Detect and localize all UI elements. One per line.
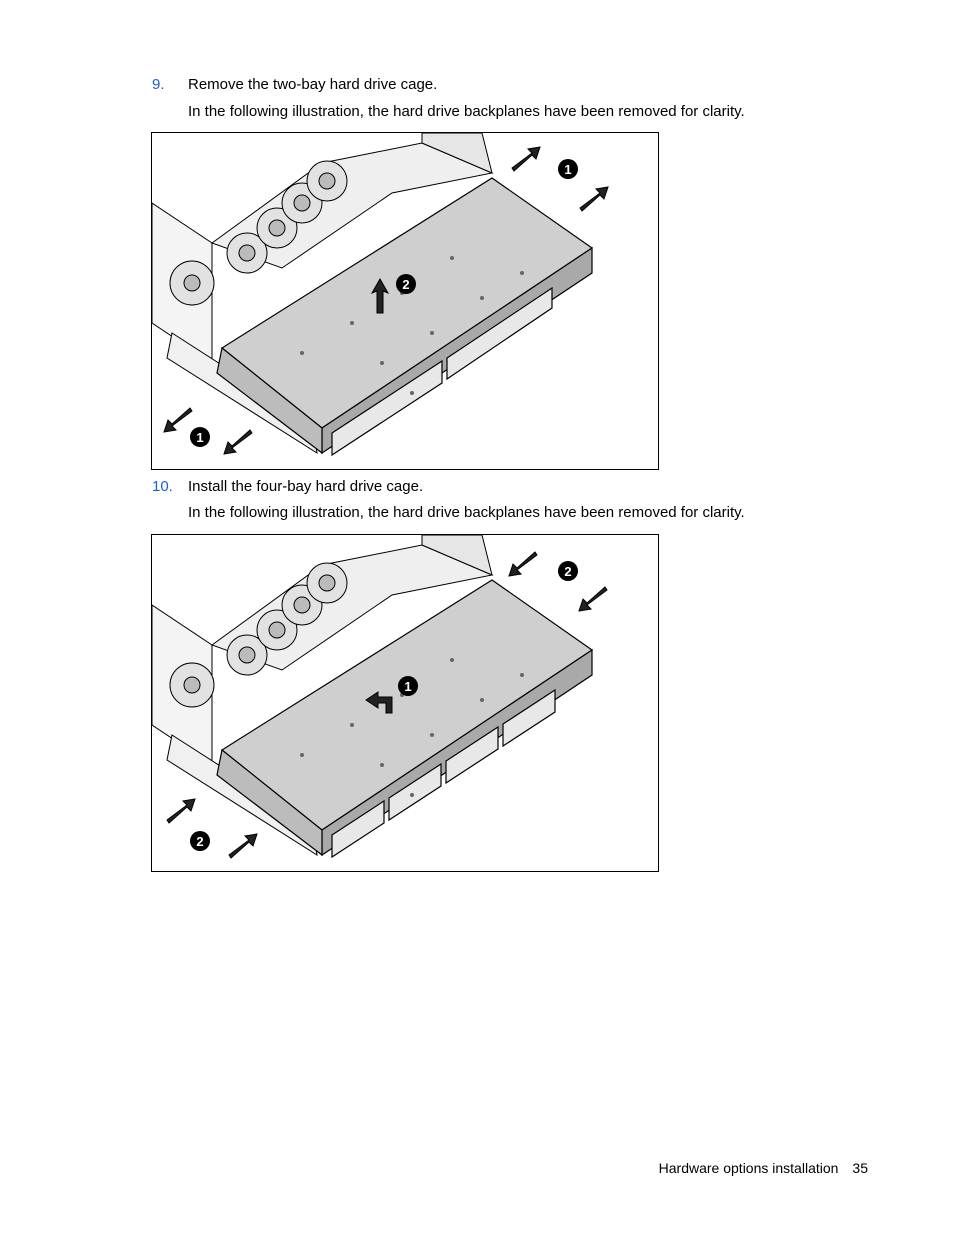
- step-number: 9.: [152, 76, 165, 93]
- svg-text:1: 1: [564, 162, 572, 177]
- arrow-icon: [509, 552, 537, 576]
- arrow-icon: [167, 799, 195, 823]
- figure-remove-two-bay-cage: [151, 132, 659, 470]
- step-text: Remove the two-bay hard drive cage.: [188, 76, 438, 93]
- arrow-icon: [579, 587, 607, 611]
- svg-text:2: 2: [564, 564, 572, 579]
- callout-2-middle-icon: [396, 274, 416, 294]
- figure-install-four-bay-cage: [151, 534, 659, 872]
- svg-text:1: 1: [404, 679, 412, 694]
- svg-text:2: 2: [402, 277, 410, 292]
- callout-1-top-icon: [558, 159, 578, 179]
- arrow-icon: [164, 408, 192, 432]
- four-bay-cage-illustration: [152, 535, 658, 871]
- two-bay-cage-illustration: [152, 133, 658, 469]
- callout-2-top-icon: [558, 561, 578, 581]
- step-number: 10.: [152, 478, 173, 495]
- footer-section: Hardware options installation: [658, 1160, 839, 1176]
- step-10: [152, 477, 423, 497]
- svg-text:2: 2: [196, 834, 204, 849]
- page-footer: [659, 1158, 868, 1178]
- arrow-icon: [229, 834, 257, 858]
- page-number: 35: [852, 1160, 868, 1176]
- callout-1-bottom-icon: [190, 427, 210, 447]
- step-9: [152, 75, 437, 95]
- step-text: Install the four-bay hard drive cage.: [188, 478, 424, 495]
- svg-text:1: 1: [196, 430, 204, 445]
- step-9-note: In the following illustration, the hard drive backplanes have been removed for clarity.: [188, 103, 745, 120]
- arrow-icon: [580, 187, 608, 211]
- callout-1-middle-icon: [398, 676, 418, 696]
- arrow-icon: [512, 147, 540, 171]
- arrow-icon: [224, 430, 252, 454]
- step-10-note: In the following illustration, the hard drive backplanes have been removed for clarity.: [188, 504, 745, 521]
- callout-2-bottom-icon: [190, 831, 210, 851]
